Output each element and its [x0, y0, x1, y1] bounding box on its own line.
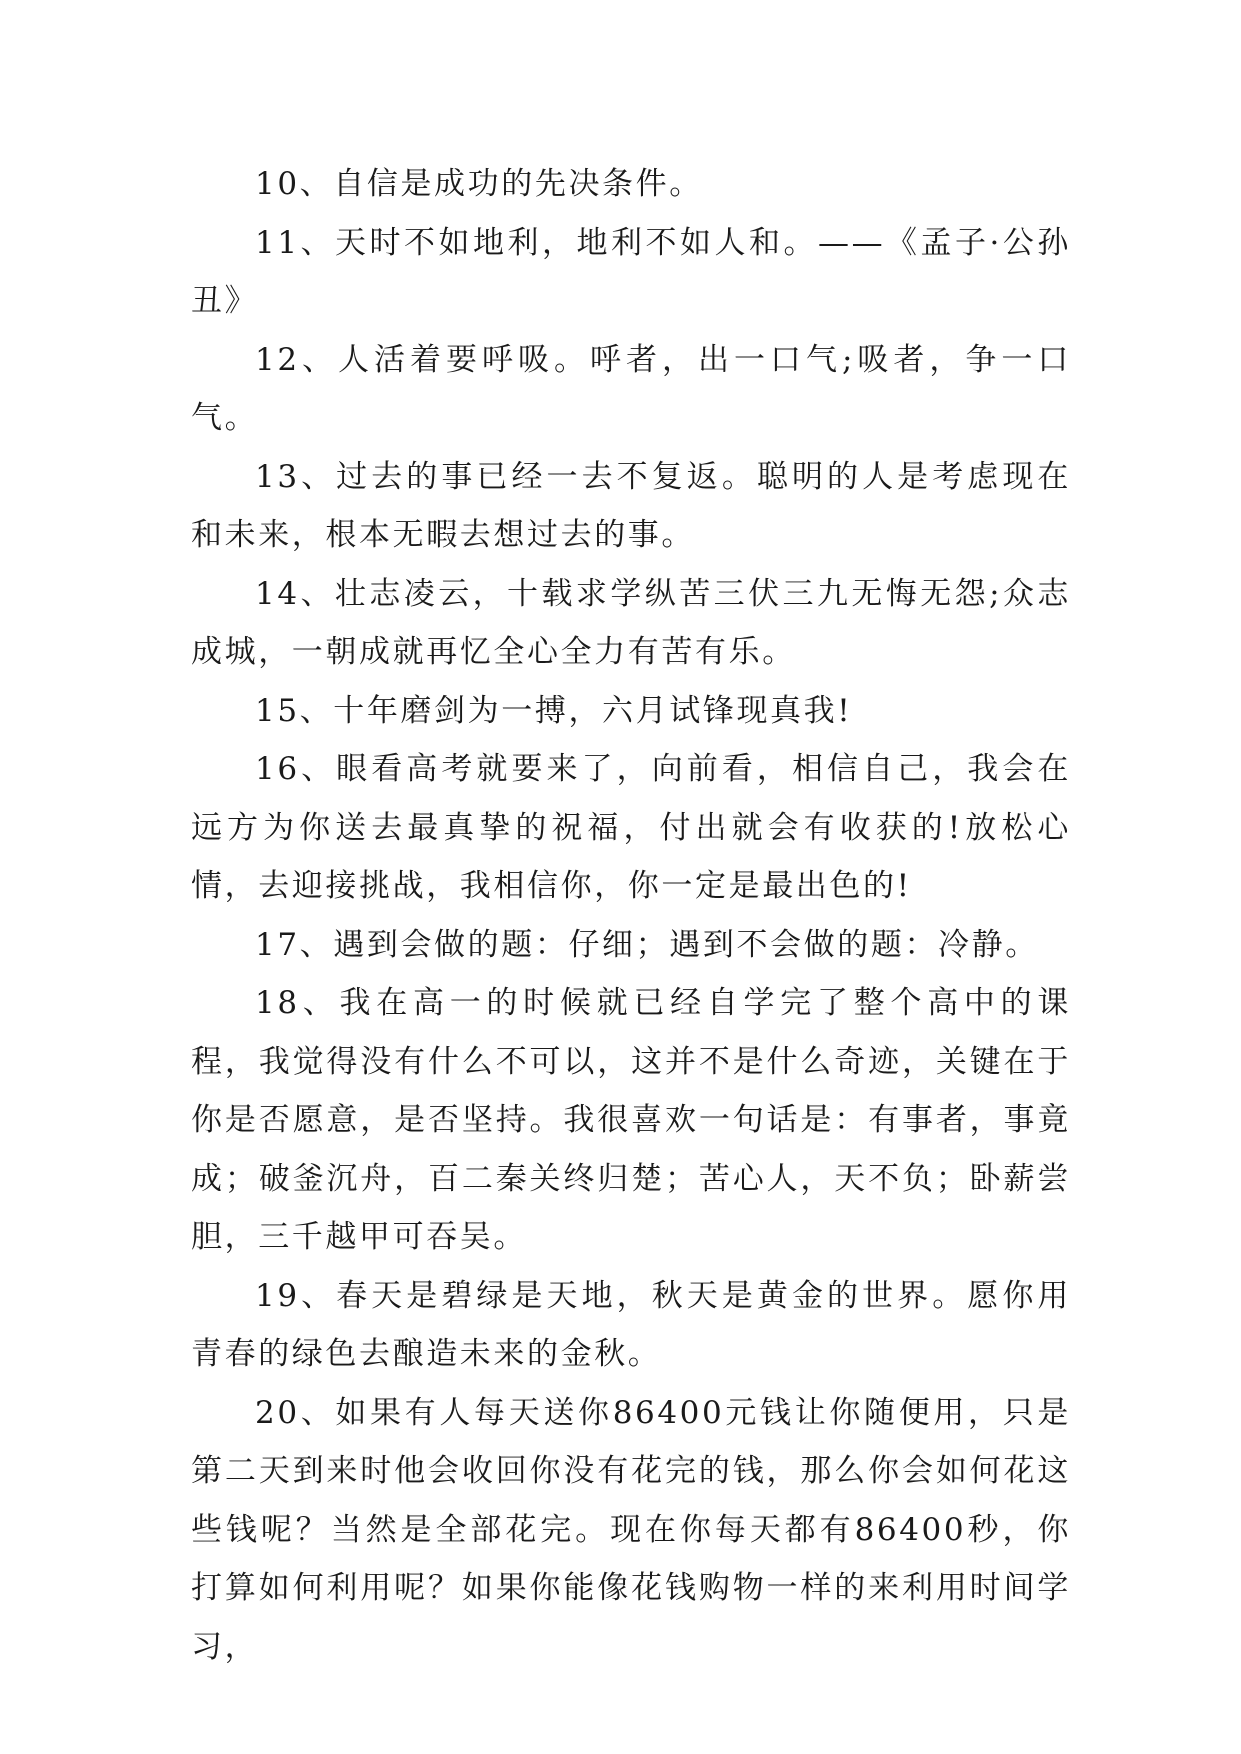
- paragraph-16: 16、眼看高考就要来了，向前看，相信自己，我会在远方为你送去最真挚的祝福，付出就会有收获的!放松心情，去迎接挑战，我相信你，你一定是最出色的!: [191, 751, 1071, 904]
- paragraph-12: 12、人活着要呼吸。呼者，出一口气;吸者，争一口气。: [191, 341, 1071, 436]
- paragraph-13: 13、过去的事已经一去不复返。聪明的人是考虑现在和未来，根本无暇去想过去的事。: [191, 458, 1071, 553]
- document-body: [191, 155, 1071, 1676]
- paragraph-11: 11、天时不如地利，地利不如人和。——《孟子·公孙丑》: [191, 224, 1071, 319]
- paragraph-20: 20、如果有人每天送你86400元钱让你随便用，只是第二天到来时他会收回你没有花完的钱，那么你会如何花这些钱呢？当然是全部花完。现在你每天都有86400秒，你打算如何利用呢？如果你能像花钱购物一样的来利用时间学习，: [191, 1394, 1071, 1665]
- paragraph-14: 14、壮志凌云，十载求学纵苦三伏三九无悔无怨;众志成城，一朝成就再忆全心全力有苦有乐。: [191, 575, 1071, 670]
- paragraph-18: 18、我在高一的时候就已经自学完了整个高中的课程，我觉得没有什么不可以，这并不是什么奇迹，关键在于你是否愿意，是否坚持。我很喜欢一句话是：有事者，事竟成；破釜沉舟，百二秦关终归楚；苦心人，天不负；卧薪尝胆，三千越甲可吞吴。: [191, 985, 1071, 1255]
- paragraph-10: 10、自信是成功的先决条件。: [255, 166, 703, 202]
- paragraph-19: 19、春天是碧绿是天地，秋天是黄金的世界。愿你用青春的绿色去酿造未来的金秋。: [191, 1277, 1071, 1372]
- paragraph-15: 15、十年磨剑为一搏，六月试锋现真我!: [255, 692, 853, 729]
- paragraph-17: 17、遇到会做的题：仔细；遇到不会做的题：冷静。: [255, 926, 1039, 963]
